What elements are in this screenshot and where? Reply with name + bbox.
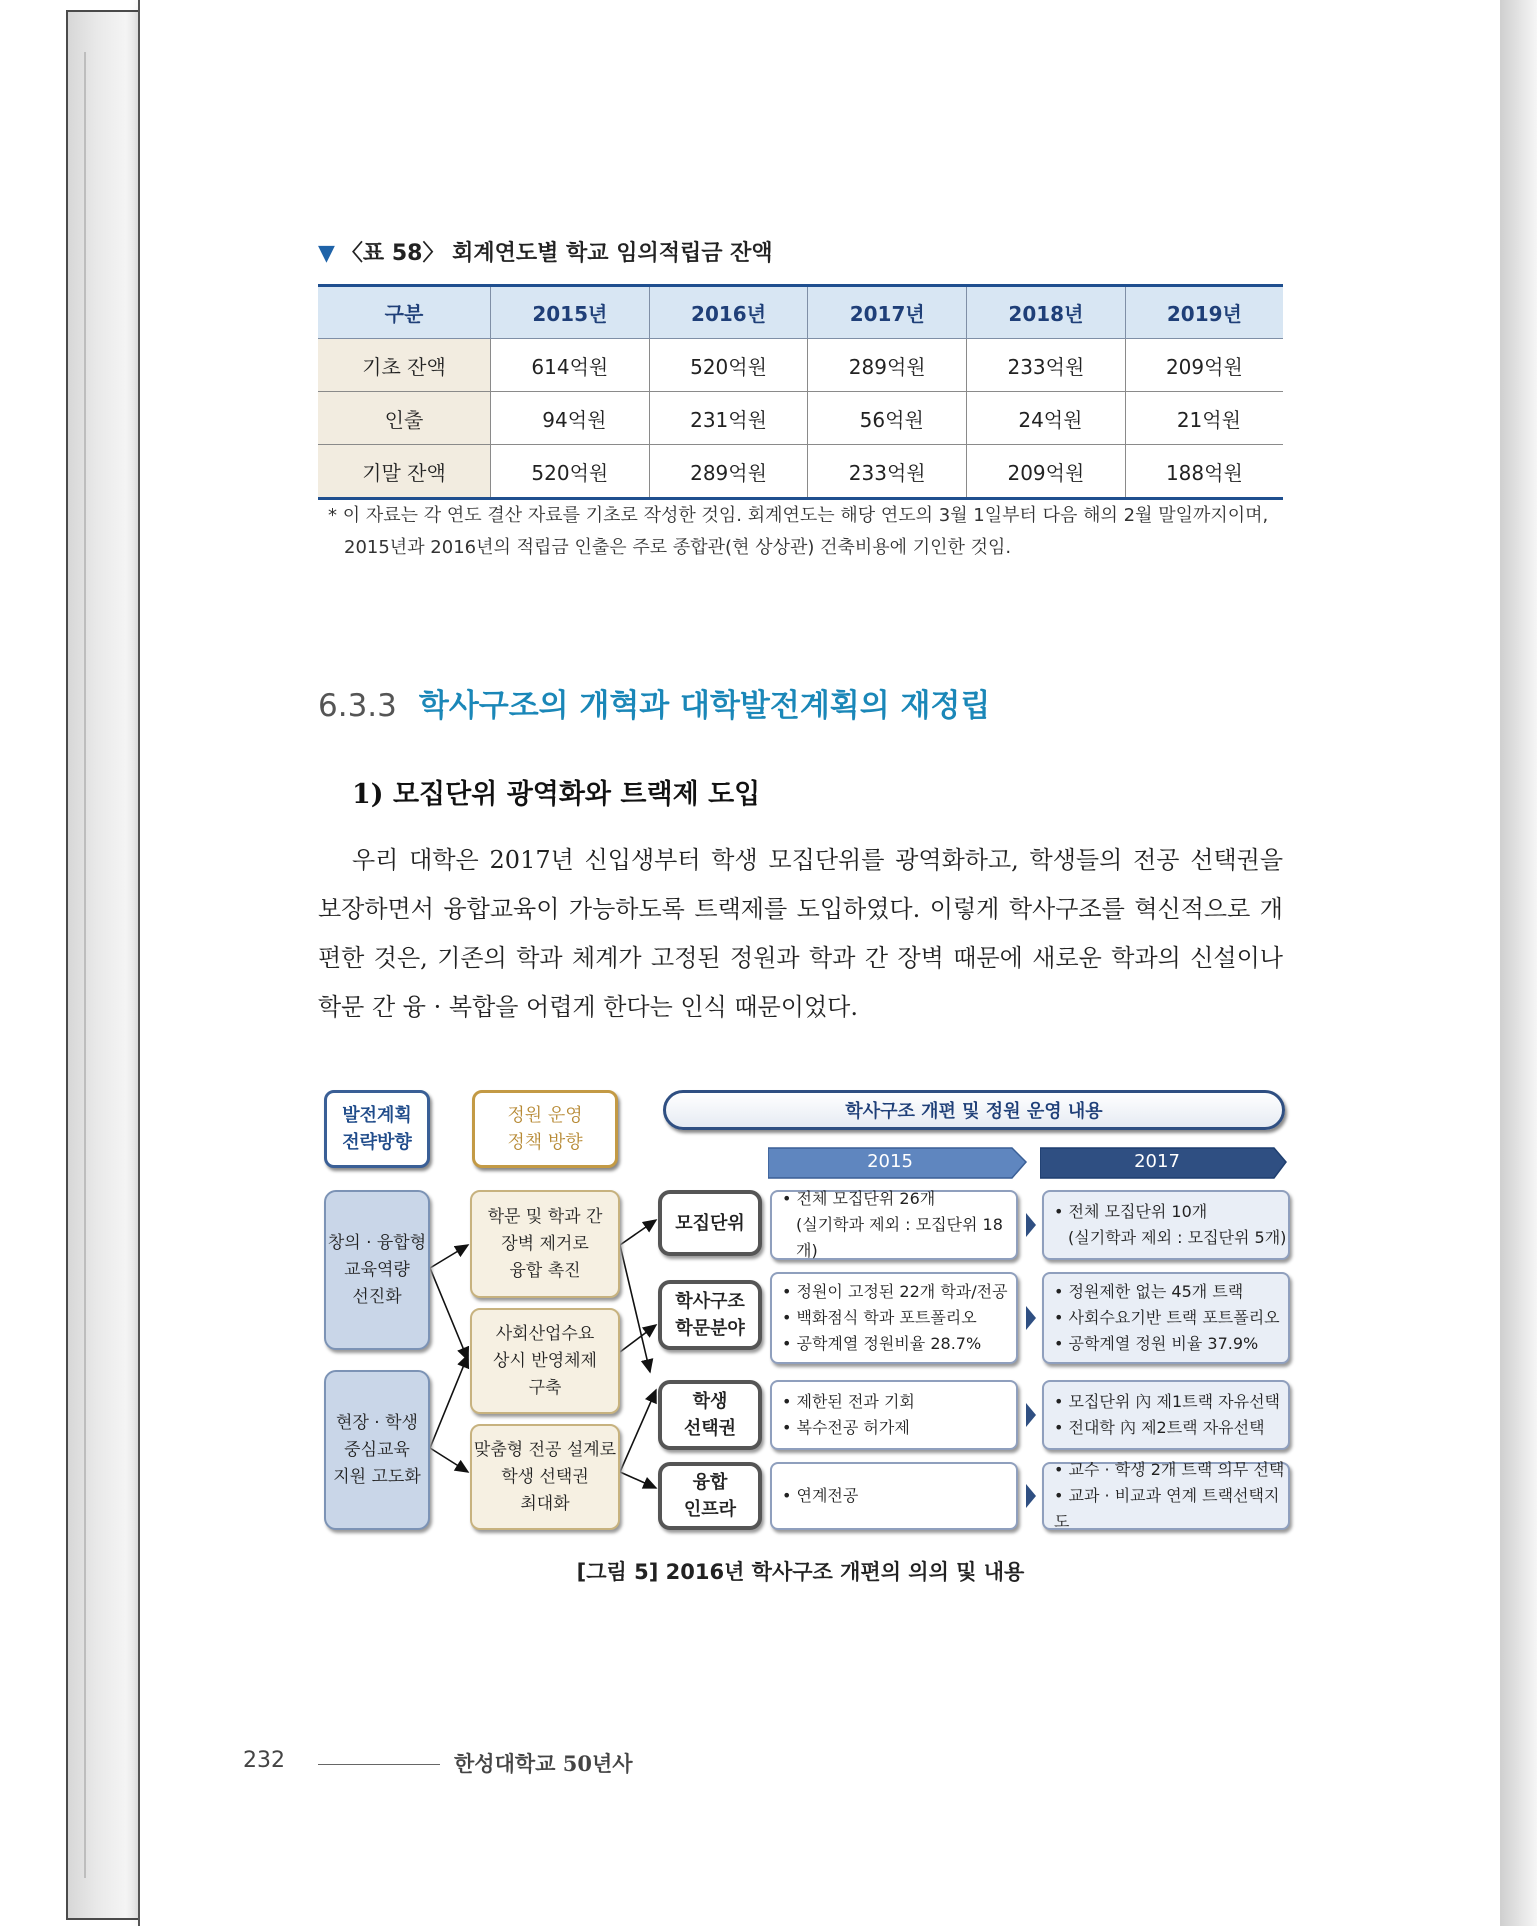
table-header-cell: 2015년 bbox=[491, 286, 650, 339]
content-line: • 공학계열 정원 비율 37.9% bbox=[1054, 1334, 1259, 1353]
content-2015-structure bbox=[770, 1272, 1018, 1364]
box-line: 교육역량 bbox=[344, 1259, 410, 1280]
box-line: 지원 고도화 bbox=[333, 1466, 421, 1487]
table-title bbox=[318, 236, 773, 267]
header-line: 정원 운영 bbox=[507, 1105, 583, 1126]
content-line: • 전대학 內 제2트랙 자유선택 bbox=[1054, 1418, 1265, 1437]
content-line: • 공학계열 정원비율 28.7% bbox=[782, 1334, 982, 1353]
table-cell: 233억원 bbox=[808, 445, 967, 499]
box-line: 융합 촉진 bbox=[509, 1260, 581, 1281]
content-line: • 복수전공 허가제 bbox=[782, 1418, 910, 1437]
arrow-right-icon bbox=[1026, 1306, 1036, 1330]
box-line: 학문 및 학과 간 bbox=[487, 1206, 603, 1227]
category-line: 학사구조 bbox=[675, 1291, 745, 1312]
header-line: 발전계획 bbox=[342, 1105, 412, 1126]
box-line: 창의 · 융합형 bbox=[327, 1232, 427, 1253]
category-line: 학생 bbox=[692, 1391, 728, 1412]
table-row bbox=[318, 445, 1283, 499]
book-spine-edge bbox=[66, 10, 142, 1920]
arrow-right-icon bbox=[1026, 1213, 1036, 1237]
category-line: 선택권 bbox=[683, 1418, 737, 1439]
content-line: • 전체 모집단위 10개 bbox=[1054, 1202, 1208, 1221]
book-title: 한성대학교 50년사 bbox=[454, 1751, 633, 1776]
restructuring-diagram bbox=[318, 1090, 1298, 1540]
table-cell: 614억원 bbox=[491, 339, 650, 392]
table-header-cell: 2017년 bbox=[808, 286, 967, 339]
content-2015-recruitment bbox=[770, 1190, 1018, 1260]
category-line: 학문분야 bbox=[675, 1318, 745, 1339]
footer-rule bbox=[318, 1764, 440, 1765]
policy-box-convergence bbox=[470, 1190, 620, 1298]
quota-policy-header bbox=[472, 1090, 618, 1168]
content-line: (실기학과 제외 : 모집단위 18개) bbox=[796, 1215, 1003, 1260]
strategy-box-creative bbox=[324, 1190, 430, 1350]
reserve-fund-table bbox=[318, 284, 1283, 500]
content-line: • 정원이 고정된 22개 학과/전공 bbox=[782, 1282, 1008, 1301]
arrow-right-icon bbox=[1026, 1403, 1036, 1427]
box-line: 현장 · 학생 bbox=[336, 1412, 418, 1433]
table-header-cell: 2018년 bbox=[967, 286, 1126, 339]
box-line: 구축 bbox=[528, 1377, 562, 1398]
strategy-box-field bbox=[324, 1370, 430, 1530]
content-line: • 제한된 전과 기회 bbox=[782, 1392, 915, 1411]
section-number: 6.3.3 bbox=[318, 688, 397, 724]
content-line: • 전체 모집단위 26개 bbox=[782, 1189, 936, 1208]
table-cell: 24억원 bbox=[967, 392, 1126, 445]
strategy-direction-header bbox=[324, 1090, 430, 1168]
content-2017-infra bbox=[1042, 1462, 1290, 1530]
box-line: 선진화 bbox=[352, 1286, 402, 1307]
note-line: 2015년과 2016년의 적립금 인출은 주로 종합관(현 상상관) 건축비용에 기인한 것임. bbox=[344, 537, 1012, 558]
category-line: 융합 bbox=[692, 1472, 728, 1493]
table-header-cell: 2019년 bbox=[1125, 286, 1283, 339]
content-2015-choice bbox=[770, 1380, 1018, 1450]
row-label: 인출 bbox=[318, 392, 491, 445]
table-cell: 289억원 bbox=[808, 339, 967, 392]
triangle-marker-icon: ▼ bbox=[318, 241, 335, 266]
year-label-2015: 2015 bbox=[867, 1150, 913, 1172]
year-label-2017: 2017 bbox=[1134, 1150, 1180, 1172]
category-recruitment-unit bbox=[658, 1190, 762, 1256]
category-academic-structure bbox=[658, 1280, 762, 1350]
table-title-text: 〈표 58〉 회계연도별 학교 임의적립금 잔액 bbox=[340, 241, 773, 266]
table-row bbox=[318, 392, 1283, 445]
table-header-cell: 2016년 bbox=[649, 286, 808, 339]
table-cell: 289억원 bbox=[649, 445, 808, 499]
header-line: 정책 방향 bbox=[507, 1132, 583, 1153]
content-line: • 교수 · 학생 2개 트랙 의무 선택 bbox=[1054, 1460, 1285, 1479]
figure-caption: [그림 5] 2016년 학사구조 개편의 의의 및 내용 bbox=[576, 1560, 1025, 1584]
table-cell: 94억원 bbox=[491, 392, 650, 445]
table-note bbox=[328, 500, 1308, 564]
body-paragraph: 우리 대학은 2017년 신입생부터 학생 모집단위를 광역화하고, 학생들의 전공 선택권을 보장하면서 융합교육이 가능하도록 트랙제를 도입하였다. 이렇게 학사구조를 혁신적으로 개편한 것은, 기존의 학과 체계가 고정된 정원과 학과 간 장벽 때문에 새로운 학과의 신설이나 학문 간 융 · 복합을 어렵게 한다는 인식 때문이었다. bbox=[318, 846, 1283, 1021]
table-cell: 231억원 bbox=[649, 392, 808, 445]
table-cell: 209억원 bbox=[1125, 339, 1283, 392]
table-header-cell: 구분 bbox=[318, 286, 491, 339]
table-cell: 520억원 bbox=[491, 445, 650, 499]
body-paragraph-container bbox=[318, 836, 1283, 1032]
content-2017-choice bbox=[1042, 1380, 1290, 1450]
table-cell: 188억원 bbox=[1125, 445, 1283, 499]
page-number: 232 bbox=[243, 1748, 285, 1773]
table-cell: 520억원 bbox=[649, 339, 808, 392]
content-line: • 교과 · 비교과 연계 트랙선택지도 bbox=[1054, 1486, 1280, 1531]
page-edge-shadow bbox=[1500, 0, 1537, 1926]
content-line: • 사회수요기반 트랙 포트폴리오 bbox=[1054, 1308, 1280, 1327]
content-line: • 모집단위 內 제1트랙 자유선택 bbox=[1054, 1392, 1280, 1411]
content-line: • 정원제한 없는 45개 트랙 bbox=[1054, 1282, 1244, 1301]
box-line: 장벽 제거로 bbox=[501, 1233, 589, 1254]
arrow-right-icon bbox=[1026, 1484, 1036, 1508]
header-line: 전략방향 bbox=[342, 1132, 412, 1153]
box-line: 맞춤형 전공 설계로 bbox=[473, 1439, 617, 1460]
table-header-row bbox=[318, 286, 1283, 339]
content-2015-infra bbox=[770, 1462, 1018, 1530]
table-cell: 56억원 bbox=[808, 392, 967, 445]
box-line: 학생 선택권 bbox=[501, 1466, 589, 1487]
category-student-choice bbox=[658, 1380, 762, 1450]
box-line: 상시 반영체제 bbox=[493, 1350, 597, 1371]
box-line: 최대화 bbox=[520, 1493, 570, 1514]
table-cell: 209억원 bbox=[967, 445, 1126, 499]
table-row bbox=[318, 339, 1283, 392]
table-cell: 21억원 bbox=[1125, 392, 1283, 445]
policy-box-social-demand bbox=[470, 1308, 620, 1414]
subsection-heading: 1) 모집단위 광역화와 트랙제 도입 bbox=[352, 779, 761, 810]
category-line: 인프라 bbox=[683, 1499, 737, 1520]
section-heading bbox=[318, 680, 990, 725]
category-convergence-infra bbox=[658, 1462, 762, 1530]
table-cell: 233억원 bbox=[967, 339, 1126, 392]
content-line: (실기학과 제외 : 모집단위 5개) bbox=[1068, 1228, 1287, 1247]
box-line: 중심교육 bbox=[344, 1439, 410, 1460]
content-line: • 연계전공 bbox=[782, 1486, 859, 1505]
row-label: 기말 잔액 bbox=[318, 445, 491, 499]
category-line: 모집단위 bbox=[675, 1212, 745, 1234]
content-2017-structure bbox=[1042, 1272, 1290, 1364]
reform-content-header: 학사구조 개편 및 정원 운영 내용 bbox=[663, 1090, 1285, 1130]
section-title: 학사구조의 개혁과 대학발전계획의 재정립 bbox=[418, 688, 991, 724]
row-label: 기초 잔액 bbox=[318, 339, 491, 392]
policy-box-custom-major bbox=[470, 1424, 620, 1530]
box-line: 사회산업수요 bbox=[495, 1323, 595, 1344]
content-line: • 백화점식 학과 포트폴리오 bbox=[782, 1308, 977, 1327]
content-2017-recruitment bbox=[1042, 1190, 1290, 1260]
note-line: * 이 자료는 각 연도 결산 자료를 기초로 작성한 것임. 회계연도는 해당 연도의 3월 1일부터 다음 해의 2월 말일까지이며, bbox=[328, 505, 1269, 526]
